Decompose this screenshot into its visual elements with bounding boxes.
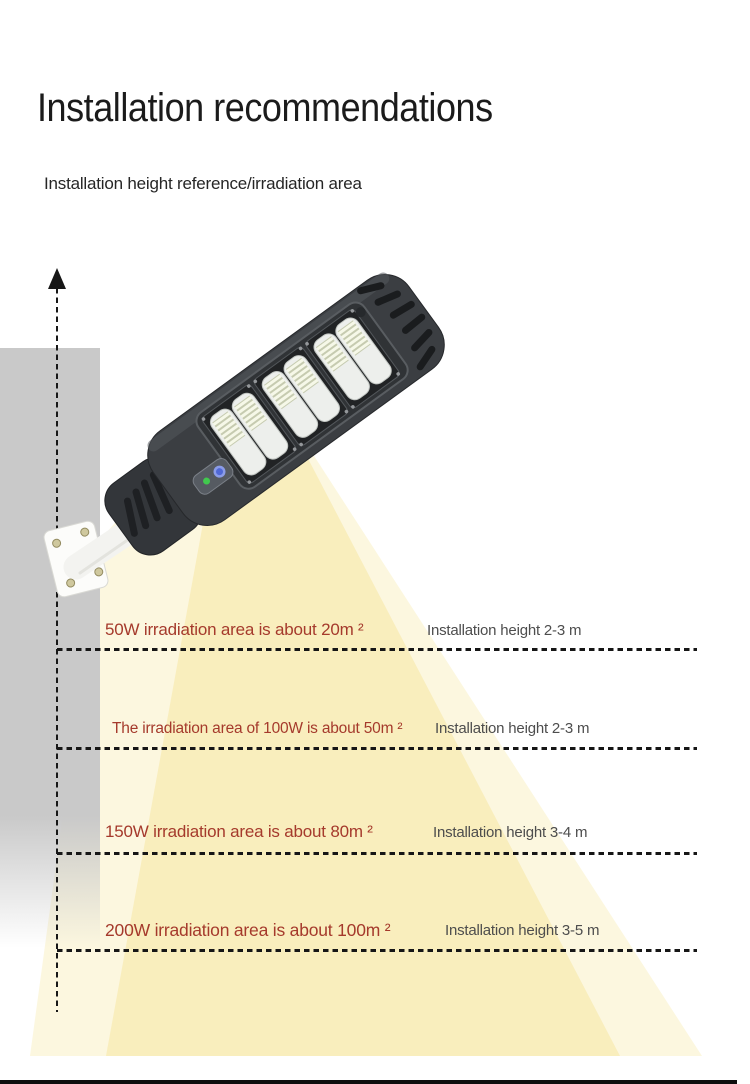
divider-dashed-line-3 <box>57 852 697 855</box>
page-title: Installation recommendations <box>37 86 493 130</box>
bottom-rule <box>0 1080 737 1084</box>
spec-text-100w: The irradiation area of 100W is about 50m ² <box>112 720 403 737</box>
spec-text-150w: 150W irradiation area is about 80m ² <box>105 822 373 841</box>
height-text-200w: Installation height 3-5 m <box>445 922 600 939</box>
height-text-150w: Installation height 3-4 m <box>433 824 588 841</box>
lamp-body <box>87 263 456 573</box>
height-text-50w: Installation height 2-3 m <box>427 622 582 639</box>
page-subtitle: Installation height reference/irradiation area <box>44 174 362 193</box>
divider-dashed-line-2 <box>57 747 697 750</box>
street-light-image <box>28 255 488 615</box>
spec-text-50w: 50W irradiation area is about 20m ² <box>105 620 364 639</box>
divider-dashed-line-1 <box>57 648 697 651</box>
spec-text-200w: 200W irradiation area is about 100m ² <box>105 920 391 940</box>
height-text-100w: Installation height 2-3 m <box>435 720 590 737</box>
divider-dashed-line-4 <box>57 949 697 952</box>
